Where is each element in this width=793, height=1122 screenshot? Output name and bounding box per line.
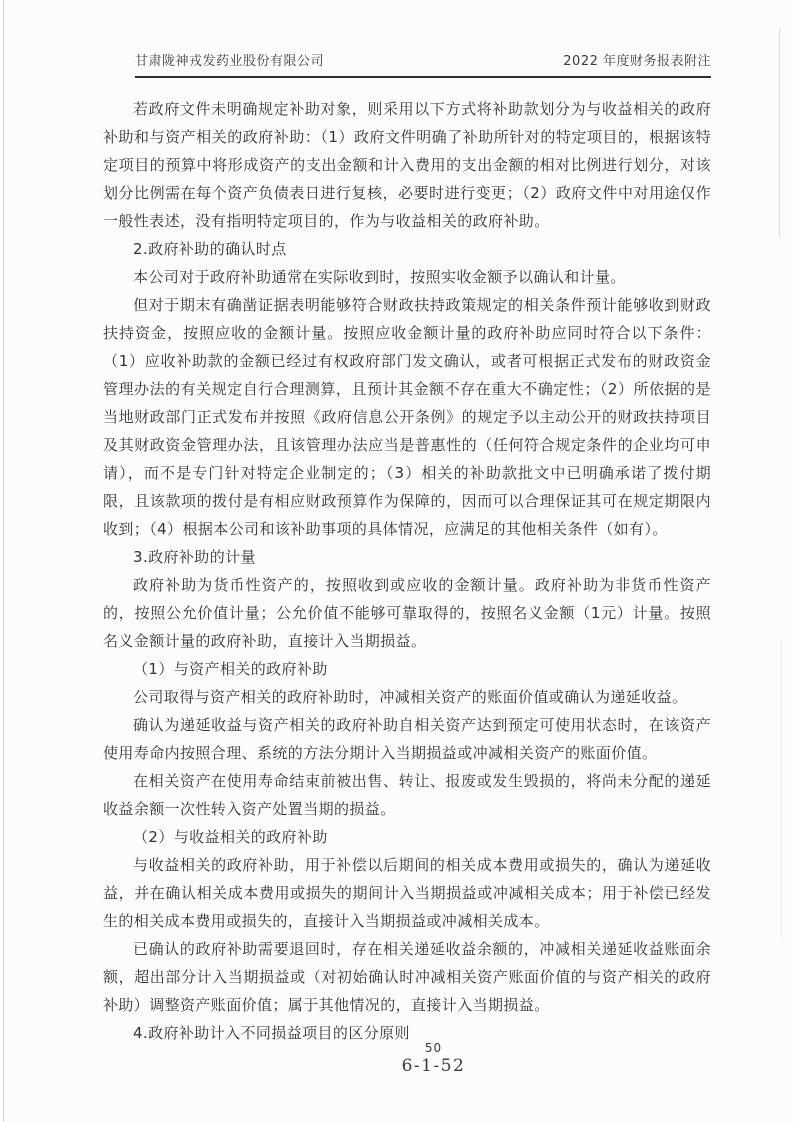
page-footer	[0, 1041, 793, 1077]
paragraph: 若政府文件未明确规定补助对象，则采用以下方式将补助款划分为与收益相关的政府补助和与资产相关的政府补助：（1）政府文件明确了补助所针对的特定项目的，根据该特定项目的预算中将形成资产的支出金额和计入费用的支出金额的相对比例进行划分，对该划分比例需在每个资产负债表日进行复核，必要时进行变更；（2）政府文件中对用途仅作一般性表述，没有指明特定项目的，作为与收益相关的政府补助。	[103, 100, 711, 230]
scan-artifact-right-edge	[779, 28, 780, 238]
section-heading: 3.政府补助的计量	[133, 548, 256, 566]
paragraph: 政府补助为货币性资产的，按照收到或应收的金额计量。政府补助为非货币性资产的，按照公允价值计量；公允价值不能够可靠取得的，按照名义金额（1元）计量。按照名义金额计量的政府补助，直接计入当期损益。	[103, 576, 711, 650]
document-body	[103, 95, 711, 1047]
paragraph: 本公司对于政府补助通常在实际收到时，按照实收金额予以确认和计量。	[133, 268, 626, 286]
paragraph: 公司取得与资产相关的政府补助时，冲减相关资产的账面价值或确认为递延收益。	[133, 688, 688, 706]
footer-numbers	[402, 1041, 466, 1077]
report-title: 2022 年度财务报表附注	[563, 54, 711, 69]
scan-artifact-left-edge	[3, 0, 4, 1122]
paragraph: 在相关资产在使用寿命结束前被出售、转让、报废或发生毁损的，将尚未分配的递延收益余额一次性转入资产处置当期的损益。	[103, 772, 711, 818]
paragraph: 但对于期末有确凿证据表明能够符合财政扶持政策规定的相关条件预计能够收到财政扶持资金，按照应收的金额计量。按照应收金额计量的政府补助应同时符合以下条件：（1）应收补助款的金额已经过有权政府部门发文确认，或者可根据正式发布的财政资金管理办法的有关规定自行合理测算，且预计其金额不存在重大不确定性；（2）所依据的是当地财政部门正式发布并按照《政府信息公开条例》的规定予以主动公开的财政扶持项目及其财政资金管理办法，且该管理办法应当是普惠性的（任何符合规定条件的企业均可申请），而不是专门针对特定企业制定的；（3）相关的补助款批文中已明确承诺了拨付期限，且该款项的拨付是有相应财政预算作为保障的，因而可以合理保证其可在规定期限内收到；（4）根据本公司和该补助事项的具体情况，应满足的其他相关条件（如有）。	[103, 296, 711, 538]
page-code: 6-1-52	[401, 1056, 466, 1076]
page-number: 50	[424, 1041, 443, 1055]
subsection-heading: （1）与资产相关的政府补助	[133, 660, 328, 678]
page-header	[135, 50, 711, 78]
section-heading: 2.政府补助的确认时点	[133, 240, 287, 258]
company-name: 甘肃陇神戎发药业股份有限公司	[135, 54, 325, 69]
subsection-heading: （2）与收益相关的政府补助	[133, 828, 328, 846]
paragraph: 与收益相关的政府补助，用于补偿以后期间的相关成本费用或损失的，确认为递延收益，并在确认相关成本费用或损失的期间计入当期损益或冲减相关成本；用于补偿已经发生的相关成本费用或损失的，直接计入当期损益或冲减相关成本。	[103, 856, 711, 930]
section-heading: 4.政府补助计入不同损益项目的区分原则	[133, 1024, 410, 1042]
scan-artifact-right-edge-2	[781, 640, 782, 940]
paragraph: 确认为递延收益与资产相关的政府补助自相关资产达到预定可使用状态时，在该资产使用寿命内按照合理、系统的方法分期计入当期损益或冲减相关资产的账面价值。	[103, 716, 711, 762]
paragraph: 已确认的政府补助需要退回时，存在相关递延收益余额的，冲减相关递延收益账面余额，超出部分计入当期损益或（对初始确认时冲减相关资产账面价值的与资产相关的政府补助）调整资产账面价值；属于其他情况的，直接计入当期损益。	[103, 940, 711, 1014]
